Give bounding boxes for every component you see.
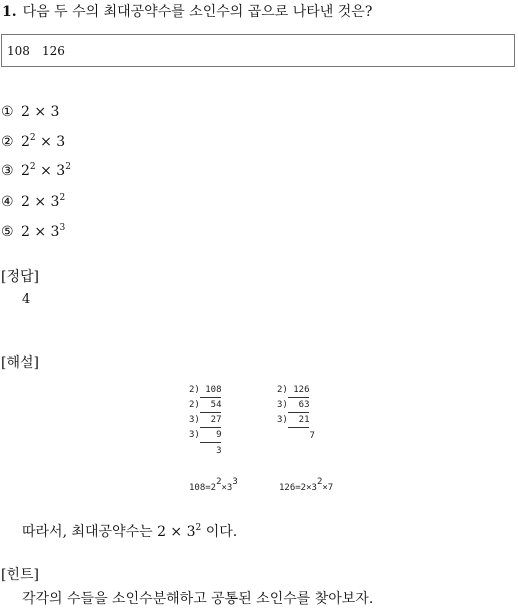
hint-text: 각각의 수들을 소인수분해하고 공통된 소인수를 찾아보자. [22, 591, 374, 607]
question-title [2, 1, 372, 21]
choice-marker: ① [1, 104, 14, 120]
choice-3[interactable]: ③ $2^2 \times 3^2$ [1, 162, 71, 179]
hint-label: [힌트] [1, 567, 39, 583]
explanation-label: [해설] [1, 355, 39, 371]
choice-marker: ② [1, 134, 14, 150]
explanation-conclusion: 따라서, 최대공약수는 $2 \times 3^2$ 이다. [22, 523, 238, 540]
choice-marker: ④ [1, 194, 14, 210]
choice-marker: ③ [1, 163, 14, 179]
question-text: 다음 두 수의 최대공약수를 소인수의 곱으로 나타낸 것은? [22, 4, 373, 20]
result-126: $126=2\times 3^2\times 7$ [279, 477, 334, 493]
given-numbers-box [1, 34, 515, 67]
given-number-1: 108 [7, 44, 30, 58]
answer-value: 4 [22, 292, 31, 307]
result-108: $108=2^2\times 3^3$ [189, 477, 238, 493]
choice-5[interactable]: ⑤ $2 \times 3^3$ [1, 223, 66, 240]
choice-2[interactable]: ② $2^2 \times 3$ [1, 133, 66, 150]
choice-1[interactable]: ① 2 × 3 [1, 104, 60, 120]
given-number-2: 126 [42, 44, 65, 58]
factorization-126: 2) 126 3) 63 3) 21 7 [277, 385, 315, 441]
factorization-108: 2) 108 2) 54 3) 27 3) 9 3 [189, 385, 222, 456]
answer-label: [정답] [1, 269, 39, 285]
choice-4[interactable]: ④ $2 \times 3^2$ [1, 193, 66, 210]
choice-marker: ⑤ [1, 224, 14, 240]
question-number: 1. [2, 4, 17, 20]
